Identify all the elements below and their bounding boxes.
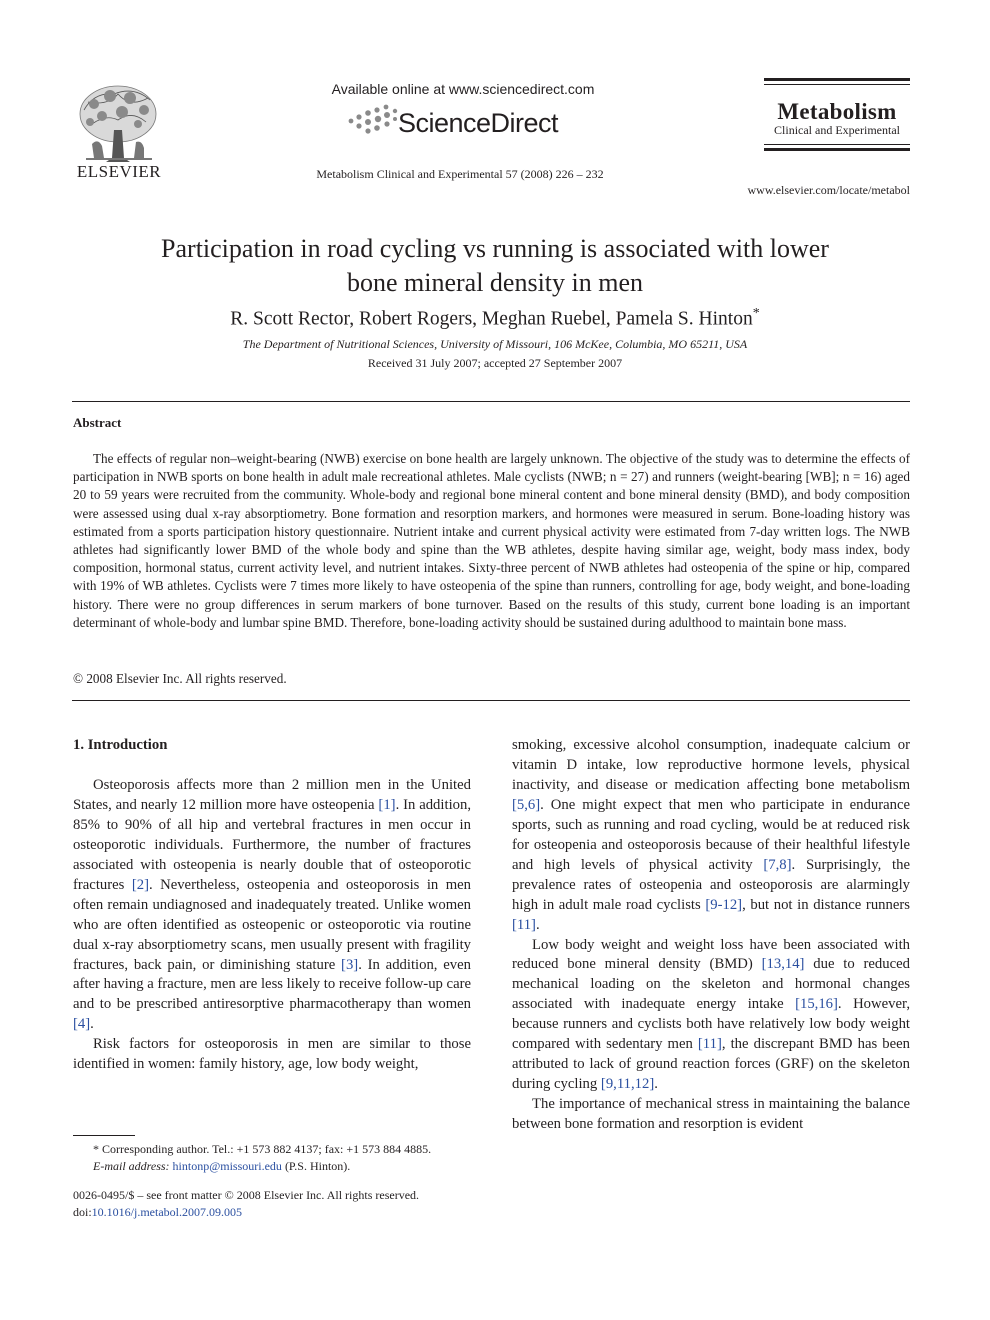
affiliation: The Department of Nutritional Sciences, University of Missouri, 106 McKee, Columbia, MO 65211, USA xyxy=(242,337,748,351)
email-label: E-mail address: xyxy=(93,1159,170,1173)
intro-paragraph-2-continued: smoking, excessive alcohol consumption, inadequate calcium or vitamin D intake, low reproductive hormone levels, physical inactivity, and disease or medication affecting bone metabolism [5,6]. One might expect that men who participate in endurance sports, such as running and road cycling, would be at reduced risk for osteopenia and osteoporosis because of their healthful lifestyle and high levels of physical activity [7,8]. Surprisingly, the prevalence rates of osteopenia and osteoporosis are alarmingly high in adult male road cyclists [9-12], but not in distance runners [11]. xyxy=(512,737,910,933)
citation-link[interactable]: [11] xyxy=(512,916,536,933)
citation-link[interactable]: [5,6] xyxy=(512,796,541,813)
right-column xyxy=(512,736,910,1135)
footnote-rule xyxy=(73,1135,135,1136)
received-dates: Received 31 July 2007; accepted 27 September 2007 xyxy=(367,356,623,370)
corresponding-mark[interactable]: * xyxy=(752,306,760,321)
intro-paragraph-4: The importance of mechanical stress in maintaining the balance between bone formation and resorption is evident xyxy=(512,1096,910,1133)
abstract-copyright: © 2008 Elsevier Inc. All rights reserved. xyxy=(73,671,287,686)
masthead-rule-bottom-thin xyxy=(764,144,910,145)
issn-block xyxy=(73,1187,473,1221)
divider-above-abstract xyxy=(72,401,910,402)
intro-paragraph-1: Osteoporosis affects more than 2 million men in the United States, and nearly 12 million more have osteopenia [1]. In addition, 85% to 90% of all hip and vertebral fractures in men occur in osteoporotic individuals. Furthermore, the number of fractures associated with osteopenia is nearly double that of osteoporotic fractures [2]. Nevertheless, osteopenia and osteoporosis in men often remain undiagnosed and inadequately treated. Unlike women who are often identified as osteopenic or osteoporotic via routine dual x-ray absorptiometry scans, men usually present with fragility fractures, back pain, or diminishing stature [3]. In addition, even after having a fracture, men are less likely to receive follow-up care and to be prescribed antiresorptive pharmacotherapy than women [4]. xyxy=(73,776,472,1033)
citation-link[interactable]: [11] xyxy=(697,1036,722,1053)
doi-line: doi:10.1016/j.metabol.2007.09.005 xyxy=(73,1205,242,1219)
citation-link[interactable]: [9,11,12] xyxy=(600,1076,655,1093)
doi-link[interactable]: 10.1016/j.metabol.2007.09.005 xyxy=(91,1205,242,1219)
author-names: R. Scott Rector, Robert Rogers, Meghan Ruebel, Pamela S. Hinton xyxy=(230,308,753,330)
email-note: E-mail address: hintonp@missouri.edu (P.S. Hinton). xyxy=(93,1159,351,1173)
citation-link[interactable]: [1] xyxy=(378,796,396,813)
divider-below-abstract xyxy=(72,700,910,701)
journal-url[interactable]: www.elsevier.com/locate/metabol xyxy=(747,183,910,197)
masthead-rule-bottom xyxy=(764,148,910,151)
article-title xyxy=(100,232,890,300)
journal-masthead xyxy=(764,78,910,151)
footnotes xyxy=(73,1141,473,1175)
journal-citation: Metabolism Clinical and Experimental 57 (2008) 226 – 232 xyxy=(316,167,604,181)
citation-link[interactable]: [2] xyxy=(131,876,149,893)
article-title-line-2: bone mineral density in men xyxy=(346,268,644,297)
journal-name: Metabolism xyxy=(777,99,897,124)
email-link[interactable]: hintonp@missouri.edu xyxy=(172,1159,282,1173)
journal-subtitle: Clinical and Experimental xyxy=(774,123,900,137)
article-title-line-1: Participation in road cycling vs running is associated with lower xyxy=(161,234,829,263)
citation-link[interactable]: [9-12] xyxy=(705,896,743,913)
corresponding-author-note: * Corresponding author. Tel.: +1 573 882 4137; fax: +1 573 884 4885. xyxy=(93,1142,432,1156)
sciencedirect-logo-text: ScienceDirect xyxy=(398,108,559,138)
citation-link[interactable]: [15,16] xyxy=(795,996,838,1013)
masthead-rule-top xyxy=(764,78,910,81)
citation-link[interactable]: [13,14] xyxy=(761,956,805,973)
section-heading-introduction: 1. Introduction xyxy=(73,737,168,753)
available-online-text: Available online at www.sciencedirect.com xyxy=(331,81,595,97)
left-column xyxy=(73,736,471,1075)
abstract-heading: Abstract xyxy=(73,415,122,430)
abstract-body: The effects of regular non–weight-bearing (NWB) exercise on bone health are largely unknown. The objective of the study was to determine the effects of participation in NWB sports on bone health in adult male recreational athletes. Male cyclists (NWB; n = 27) and runners (weight-bearing [WB]; n = 16) aged 20 to 59 years were recruited from the community. Whole-body and regional bone mineral content and bone mineral density (BMD), and body composition were assessed using dual x-ray absorptiometry. Bone formation and resorption markers, and hormones were measured in serum. Bone-loading history was estimated from a sports participation history questionnaire. Nutrient intake and current physical activity were estimated from 7-day written logs. The NWB athletes had significantly lower BMD of the whole body and spine than the WB athletes, despite having similar age, weight, body mass index, body composition, hormonal status, current activity level, and nutrient intakes. Sixty-three percent of NWB athletes had osteopenia of the spine or hip, compared with 19% of WB athletes. Cyclists were 7 times more likely to have osteopenia of the spine than runners, controlling for age, body weight, and bone-loading history. There were no group differences in serum markers of bone turnover. Based on the results of this study, current bone loading is an important determinant of whole-body and lumbar spine BMD. Therefore, bone-loading activity should be sustained during adulthood to maintain bone mass. xyxy=(73,451,910,630)
masthead-rule-top-thin xyxy=(764,84,910,85)
publisher-logo-text: ELSEVIER xyxy=(76,162,162,181)
author-list xyxy=(100,306,890,331)
citation-link[interactable]: [7,8] xyxy=(763,856,792,873)
intro-paragraph-3: Low body weight and weight loss have been associated with reduced bone mineral density (BMD) [13,14] due to reduced mechanical loading on the skeleton and hormonal changes associated with inadequate energy intake [15,16]. However, because runners and cyclists both have relatively low body weight compared with sedentary men [11], the discrepant BMD has been attributed to lack of ground reaction forces (GRF) on the skeleton during cycling [9,11,12]. xyxy=(512,936,910,1093)
intro-paragraph-2: Risk factors for osteoporosis in men are similar to those identified in women: family history, age, low body weight, xyxy=(73,1036,471,1073)
citation-link[interactable]: [4] xyxy=(73,1016,91,1033)
issn-line: 0026-0495/$ – see front matter © 2008 Elsevier Inc. All rights reserved. xyxy=(73,1188,420,1202)
citation-link[interactable]: [3] xyxy=(341,956,359,973)
